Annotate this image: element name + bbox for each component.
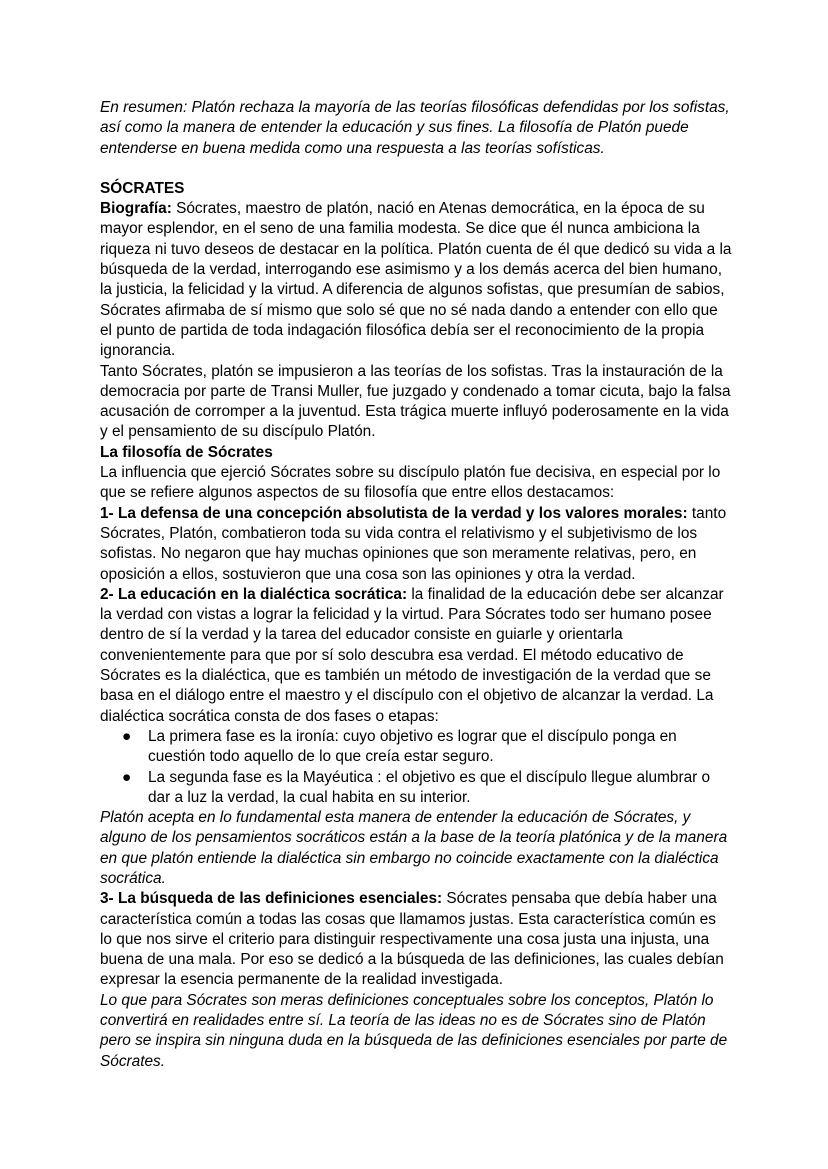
- spacer: [100, 159, 732, 179]
- biography-label: Biografía:: [100, 200, 172, 218]
- point-1-label: 1- La defensa de una concepción absolutista de la verdad y los valores morales:: [100, 504, 688, 522]
- point-1: [100, 504, 732, 585]
- bullet-icon: ●: [122, 768, 132, 786]
- biography-paragraph-2: Tanto Sócrates, platón se impusieron a las teorías de los sofistas. Tras la instauración de la democracia por parte de Transi Muller, fue juzgado y condenado a tomar cicuta, bajo la falsa acusación de corromper a la juventud. Esta trágica muerte influyó poderosamente en la vida y el pensamiento de su discípulo Platón.: [100, 362, 731, 441]
- philosophy-intro: La influencia que ejerció Sócrates sobre su discípulo platón fue decisiva, en especial por lo que se refiere algunos aspectos de su filosofía que entre ellos destacamos:: [100, 464, 721, 502]
- point-3-note: Lo que para Sócrates son meras definiciones conceptuales sobre los conceptos, Platón lo convertirá en realidades entre sí. La teoría de las ideas no es de Sócrates sino de Platón pero se inspira sin ninguna duda en la búsqueda de las definiciones esenciales por parte de Sócrates.: [100, 991, 728, 1070]
- list-item: [122, 768, 732, 809]
- document-body: [100, 98, 732, 1072]
- philosophy-heading: La filosofía de Sócrates: [100, 443, 273, 461]
- list-item: [122, 727, 732, 768]
- point-2-label: 2- La educación en la dialéctica socrática:: [100, 585, 408, 603]
- list-item-text: La primera fase es la ironía: cuyo objetivo es lograr que el discípulo ponga en cuestión todo aquello de lo que creía estar seguro.: [148, 727, 677, 766]
- dialectic-phases-list: [100, 727, 732, 808]
- point-3: [100, 889, 732, 990]
- point-2-text: la finalidad de la educación debe ser alcanzar la verdad con vistas a lograr la felicidad y la virtud. Para Sócrates todo ser humano posee dentro de sí la verdad y la tarea del educador consiste en guiarle y orientarla convenientemente para que por sí solo descubra esa verdad. El método educativo de Sócrates es la dialéctica, que es también un método de investigación de la verdad que se basa en el diálogo entre el maestro y el discípulo con el objetivo de alcanzar la verdad. La dialéctica socrática consta de dos fases o etapas:: [100, 585, 724, 725]
- section-title: SÓCRATES: [100, 179, 185, 197]
- point-3-label: 3- La búsqueda de las definiciones esenciales:: [100, 890, 443, 908]
- biography-paragraph: [100, 199, 732, 361]
- point-3-text: Sócrates pensaba que debía haber una característica común a todas las cosas que llamamos justas. Esta característica común es lo que nos sirve el criterio para distinguir respectivamente una cosa justa una injusta, una buena de una mala. Por eso se dedicó a la búsqueda de las definiciones, las cuales debían expresar la esencia permanente de la realidad investigada.: [100, 890, 724, 989]
- biography-text: Sócrates, maestro de platón, nació en Atenas democrática, en la época de su mayor esplendor, en el seno de una familia modesta. Se dice que él nunca ambiciona la riqueza ni tuvo deseos de destacar en la política. Platón cuenta de él que dedicó su vida a la búsqueda de la verdad, interrogando ese asimismo y a los demás acerca del bien humano, la justicia, la felicidad y la virtud. A diferencia de algunos sofistas, que presumían de sabios, Sócrates afirmaba de sí mismo que solo sé que no sé nada dando a entender con ello que el punto de partida de toda indagación filosófica debía ser el reconocimiento de la propia ignorancia.: [100, 200, 732, 360]
- point-1-text: tanto Sócrates, Platón, combatieron toda su vida contra el relativismo y el subjetivismo de los sofistas. No negaron que hay muchas opiniones que son meramente relativas, pero, en oposición a ellos, sostuvieron que una cosa son las opiniones y otra la verdad.: [100, 504, 727, 583]
- bullet-icon: ●: [122, 727, 132, 745]
- list-item-text: La segunda fase es la Mayéutica : el objetivo es que el discípulo llegue alumbrar o dar a luz la verdad, la cual habita en su interior.: [148, 768, 711, 806]
- point-2: [100, 585, 732, 727]
- point-2-note: Platón acepta en lo fundamental esta manera de entender la educación de Sócrates, y alguno de los pensamientos socráticos están a la base de la teoría platónica y de la manera en que platón entiende la dialéctica sin embargo no coincide exactamente con la dialéctica socrática.: [100, 809, 728, 887]
- intro-summary: En resumen: Platón rechaza la mayoría de las teorías filosóficas defendidas por los sofistas, así como la manera de entender la educación y sus fines. La filosofía de Platón puede entenderse en buena medida como una respuesta a las teorías sofísticas.: [100, 99, 730, 157]
